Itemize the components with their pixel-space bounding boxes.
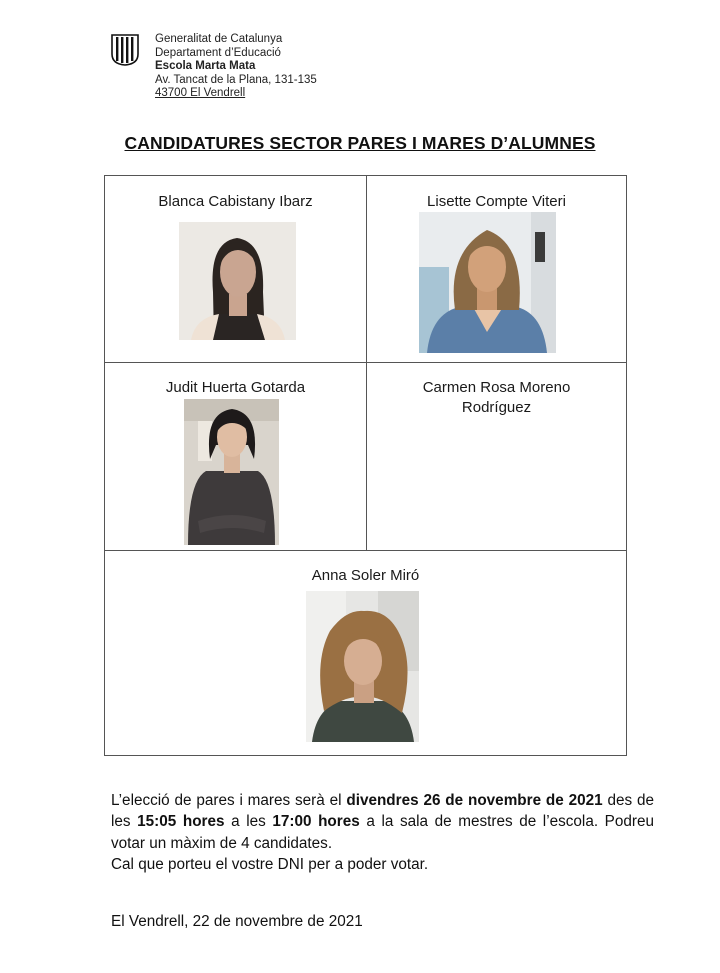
school-address: Av. Tancat de la Plana, 131-135 [155,73,317,86]
candidate-name: Lisette Compte Viteri [427,193,566,210]
candidate-name: Judit Huerta Gotarda [165,379,306,396]
candidate-name: Blanca Cabistany Ibarz [158,193,313,210]
department-name: Departament d’Educació [155,46,281,59]
government-name: Generalitat de Catalunya [155,33,283,45]
place-date: El Vendrell, 22 de novembre de 2021 [111,913,363,930]
candidate-cell [105,176,366,362]
candidate-photo [306,591,419,742]
notice-from: des de les [111,792,654,831]
candidate-photo [419,212,556,353]
election-notice [111,790,654,875]
candidate-name: Carmen Rosa Moreno [422,379,571,396]
candidates-table [104,175,627,756]
candidate-name: Anna Soler Miró [311,567,420,584]
catalan-coat-of-arms-icon [111,34,139,66]
candidate-cell [367,363,626,550]
candidate-cell [105,363,366,550]
notice-intro: L’elecció de pares i mares serà el [111,792,347,809]
candidate-photo [179,222,296,340]
notice-to: a les [224,813,273,831]
school-zip-city: 43700 El Vendrell [155,87,246,100]
school-name: Escola Marta Mata [155,60,256,73]
end-time: 17:00 hores [272,813,360,831]
dni-notice: Cal que porteu el vostre DNI per a poder votar. [111,855,429,873]
start-time: 15:05 hores [137,813,225,831]
candidate-cell [367,176,626,362]
page-title: CANDIDATURES SECTOR PARES I MARES D’ALUMNES [124,133,596,153]
notice-rest: a la sala de mestres de l’escola. Podreu votar un màxim de 4 candidates. [111,813,654,852]
candidate-name: Rodríguez [461,399,532,416]
candidate-photo [184,399,279,545]
election-date: divendres 26 de novembre de 2021 [346,792,603,809]
letterhead [155,33,317,101]
candidate-cell [105,551,626,755]
